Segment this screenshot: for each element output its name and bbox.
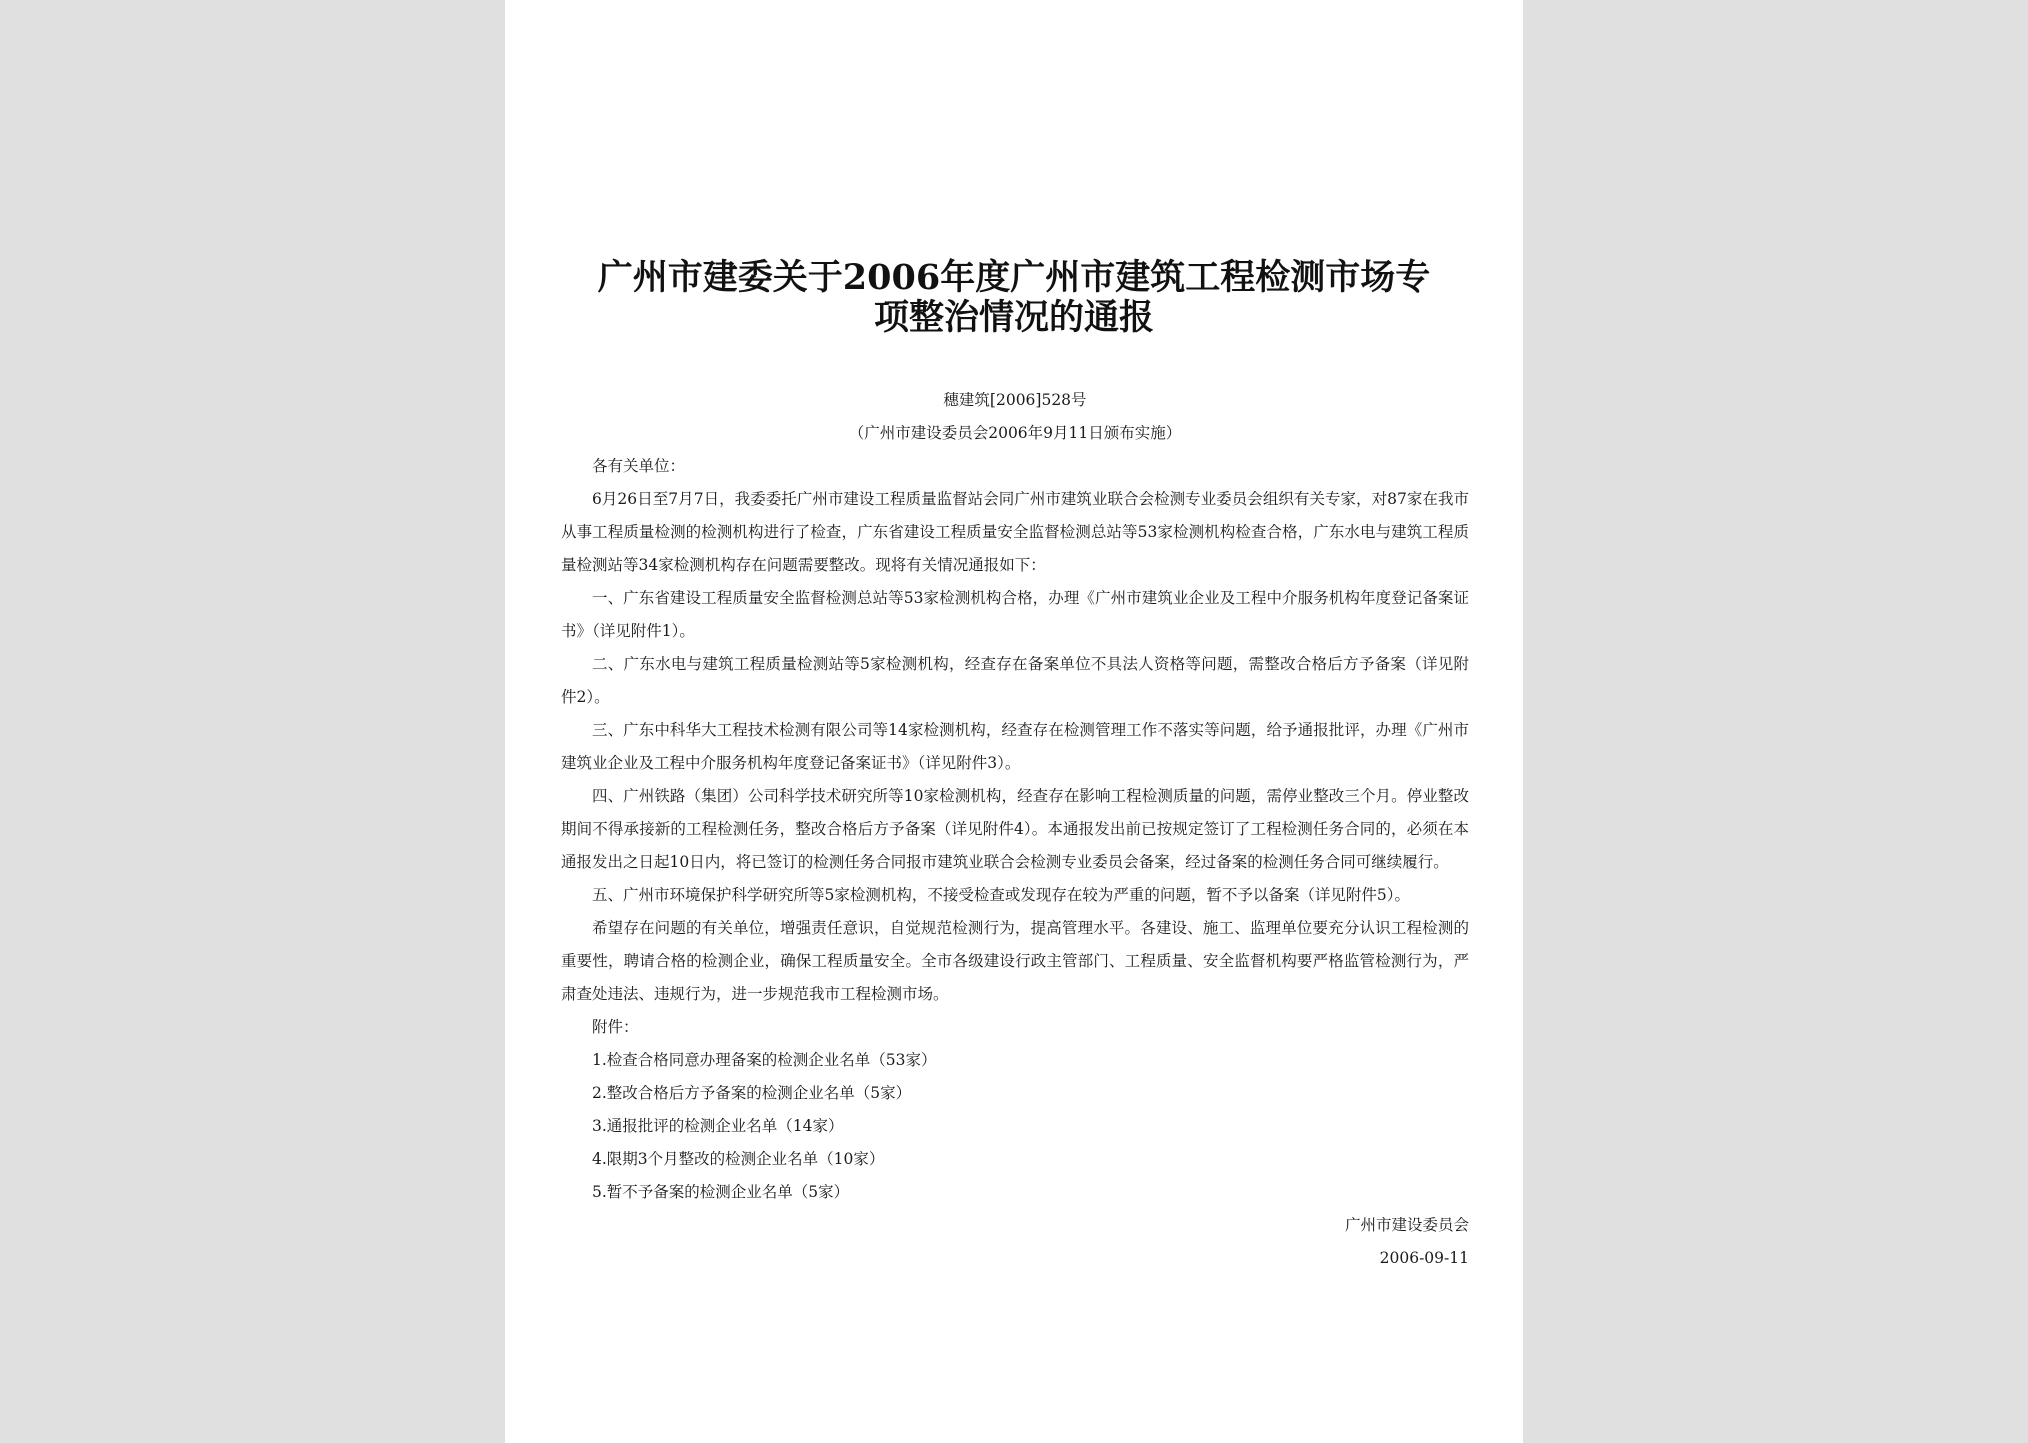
document-page bbox=[505, 0, 1523, 1443]
paragraph-item-4: 四、广州铁路（集团）公司科学技术研究所等10家检测机构，经查存在影响工程检测质量的问题，需停业整改三个月。停业整改期间不得承接新的工程检测任务，整改合格后方予备案（详见附件4）。本通报发出前已按规定签订了工程检测任务合同的，必须在本通报发出之日起10日内，将已签订的检测任务合同报市建筑业联合会检测专业委员会备案，经过备案的检测任务合同可继续履行。 bbox=[561, 787, 1469, 871]
attachments-label: 附件： bbox=[592, 1018, 639, 1036]
issuance-note: （广州市建设委员会2006年9月11日颁布实施） bbox=[848, 424, 1182, 442]
paragraph-intro: 6月26日至7月7日，我委委托广州市建设工程质量监督站会同广州市建筑业联合会检测专业委员会组织有关专家，对87家在我市从事工程质量检测的检测机构进行了检查，广东省建设工程质量安全监督检测总站等53家检测机构检查合格，广东水电与建筑工程质量检测站等34家检测机构存在问题需要整改。现将有关情况通报如下： bbox=[561, 490, 1469, 574]
paragraph-item-3: 三、广东中科华大工程技术检测有限公司等14家检测机构，经查存在检测管理工作不落实等问题，给予通报批评，办理《广州市建筑业企业及工程中介服务机构年度登记备案证书》（详见附件3）。 bbox=[561, 721, 1469, 772]
paragraph-item-5: 五、广州市环境保护科学研究所等5家检测机构，不接受检查或发现存在较为严重的问题，暂不予以备案（详见附件5）。 bbox=[592, 886, 1410, 904]
attachment-item: 1.检查合格同意办理备案的检测企业名单（53家） bbox=[592, 1051, 937, 1069]
attachment-item: 3.通报批评的检测企业名单（14家） bbox=[592, 1117, 844, 1135]
paragraph-closing: 希望存在问题的有关单位，增强责任意识，自觉规范检测行为，提高管理水平。各建设、施工、监理单位要充分认识工程检测的重要性，聘请合格的检测企业，确保工程质量安全。全市各级建设行政主管部门、工程质量、安全监督机构要严格监管检测行为，严肃查处违法、违规行为，进一步规范我市工程检测市场。 bbox=[561, 919, 1469, 1003]
paragraph-item-2: 二、广东水电与建筑工程质量检测站等5家检测机构，经查存在备案单位不具法人资格等问题，需整改合格后方予备案（详见附件2）。 bbox=[561, 655, 1469, 706]
issuer-signature: 广州市建设委员会 bbox=[1344, 1216, 1469, 1234]
document-number: 穗建筑[2006]528号 bbox=[943, 391, 1087, 409]
attachment-item: 5.暂不予备案的检测企业名单（5家） bbox=[592, 1183, 850, 1201]
document-title: 广州市建委关于2006年度广州市建筑工程检测市场专项整治情况的通报 bbox=[597, 257, 1431, 338]
attachment-item: 2.整改合格后方予备案的检测企业名单（5家） bbox=[592, 1084, 912, 1102]
attachment-item: 4.限期3个月整改的检测企业名单（10家） bbox=[592, 1150, 885, 1168]
issue-date: 2006-09-11 bbox=[1379, 1249, 1469, 1267]
document-body bbox=[561, 384, 1469, 1275]
paragraph-item-1: 一、广东省建设工程质量安全监督检测总站等53家检测机构合格，办理《广州市建筑业企业及工程中介服务机构年度登记备案证书》（详见附件1）。 bbox=[561, 589, 1469, 640]
salutation: 各有关单位： bbox=[592, 457, 686, 475]
